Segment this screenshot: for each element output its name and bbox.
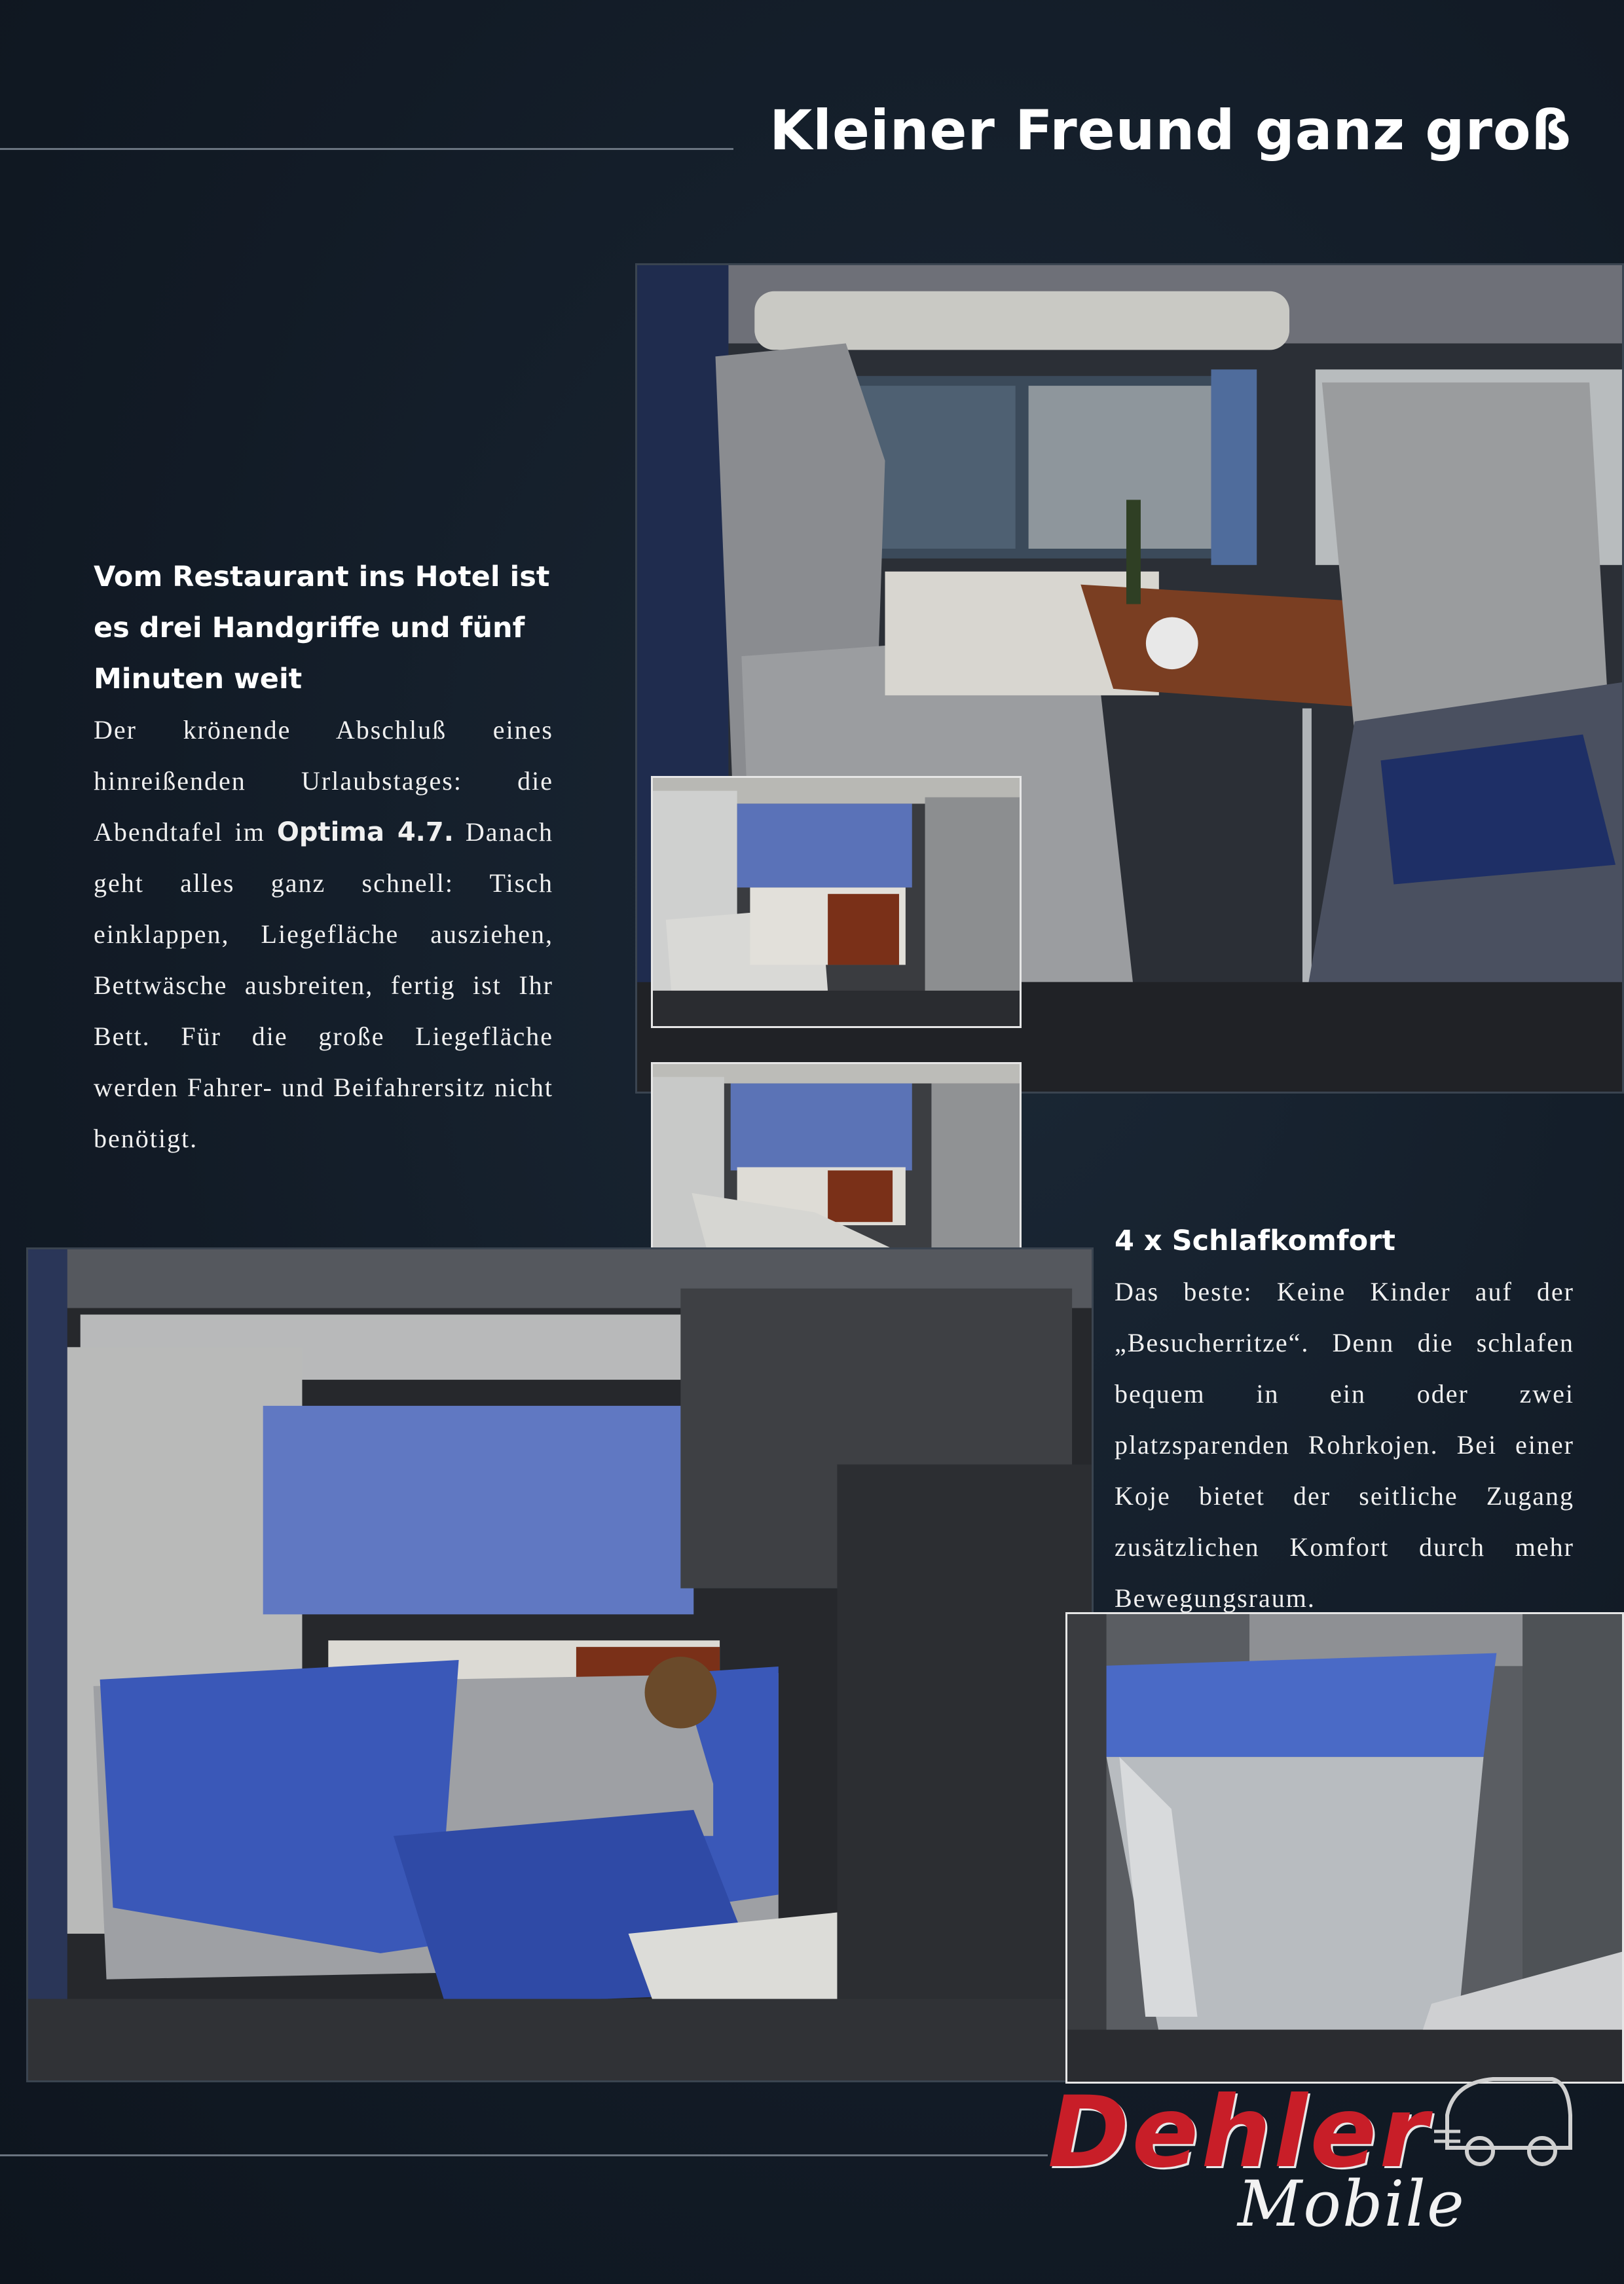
section1-body-part2: Danach geht alles ganz schnell: Tisch einklappen, Liegefläche ausziehen, Bettwäsche ausbreiten, fertig ist Ihr Bett. Für die große Liegefläche werden Fahrer- und Beifahrersitz nicht benötigt. (94, 817, 554, 1153)
photo-bed-interior (26, 1247, 1094, 2082)
dehler-mobile-logo (1041, 2056, 1591, 2259)
van-outline-icon (1434, 2069, 1578, 2181)
logo-main-text: Dehler (1048, 2076, 1431, 2190)
section1-heading: Vom Restaurant ins Hotel ist es drei Handgriffe und fünf Minuten weit (94, 561, 550, 695)
top-rule (0, 148, 733, 150)
photo-bunk-berth (1065, 1612, 1624, 2084)
logo-sub-text: Mobile (1238, 2167, 1466, 2241)
page-title: Kleiner Freund ganz groß (769, 98, 1572, 162)
bottom-rule (0, 2154, 1048, 2156)
section-sleep-comfort (1115, 1215, 1574, 1624)
model-name: Optima 4.7. (276, 817, 454, 847)
section2-body: Das beste: Keine Kinder auf der „Besucherritze“. Denn die schlafen bequem in ein oder zwei platzsparenden Rohrkojen. Bei einer Koje bietet der seitliche Zugang zusätzlichen Komfort durch mehr Bewegungsraum. (1115, 1277, 1574, 1613)
section1-body (94, 705, 553, 1164)
section1-body-part1: Der krönende Abschluß eines hinreißenden Urlaubstages: die Abendtafel im (94, 715, 553, 847)
section-restaurant-hotel (94, 551, 553, 1164)
section2-heading: 4 x Schlafkomfort (1115, 1225, 1395, 1257)
photo-seat-step-1 (651, 776, 1022, 1028)
